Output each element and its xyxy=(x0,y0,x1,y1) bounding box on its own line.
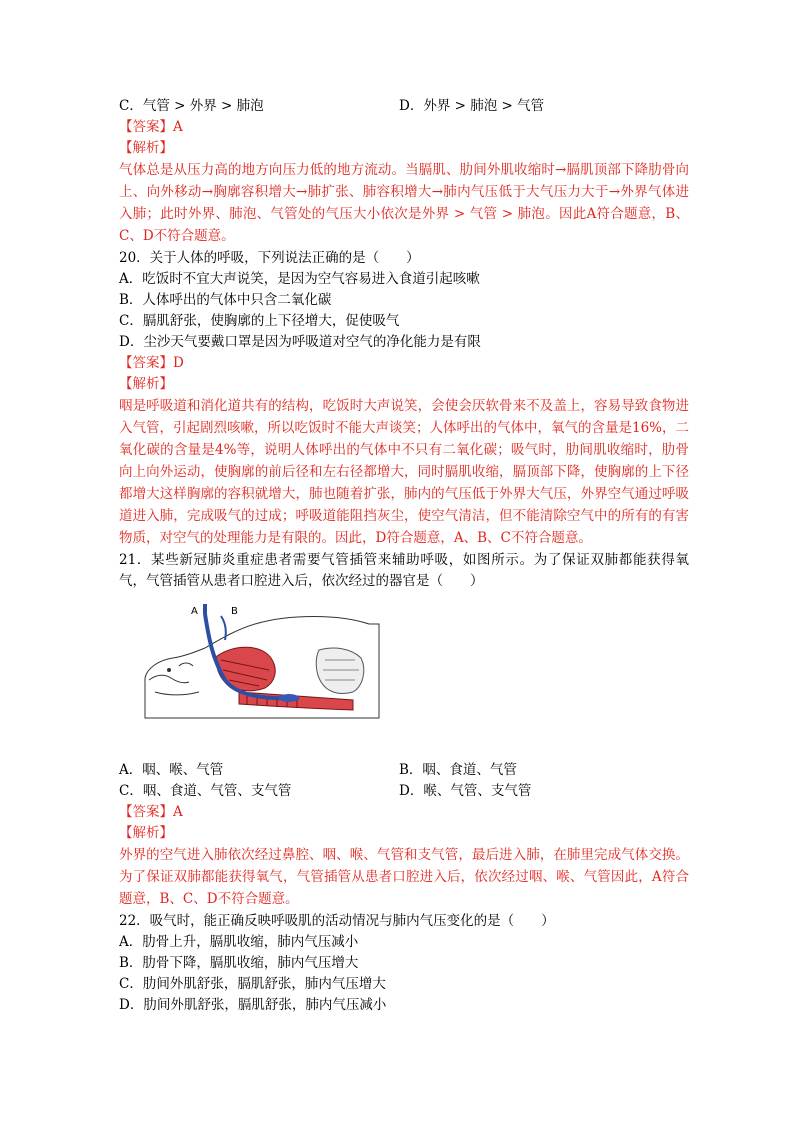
q19-option-d: D．外界 > 肺泡 > 气管 xyxy=(399,98,545,114)
q19-options-cd xyxy=(119,96,689,117)
q21-option-d: D．喉、气管、支气管 xyxy=(399,783,532,799)
answer-value: A xyxy=(173,804,183,820)
q21-analysis-label: 【解析】 xyxy=(119,825,173,841)
answer-label: 【答案】 xyxy=(119,355,173,371)
figure-label-a: A xyxy=(191,606,198,617)
answer-label: 【答案】 xyxy=(119,804,173,820)
q21-option-a: A．咽、喉、气管 xyxy=(119,762,224,778)
q20-option-c: C．膈肌舒张，使胸廓的上下径增大，促使吸气 xyxy=(119,313,400,329)
q22-option-c: C．肋间外肌舒张，膈肌舒张，肺内气压增大 xyxy=(119,976,386,992)
q20-stem: 20．关于人体的呼吸，下列说法正确的是（ ） xyxy=(119,250,420,266)
q20-analysis: 咽是呼吸道和消化道共有的结构，吃饭时大声说笑，会使会厌软骨来不及盖上，容易导致食物进入气管，引起剧烈咳嗽，所以吃饭时不能大声谈笑；人体呼出的气体中，氧气的含量是16%，二氧化碳的含量是4%等，说明人体呼出的气体中不只有二氧化碳；吸气时，肋间肌收缩时，肋骨向上向外运动，使胸廓的前后径和左右径都增大，同时膈肌收缩，膈顶部下降，使胸廓的上下径都增大这样胸廓的容积就增大，肺也随着扩张，肺内的气压低于外界大气压，外界空气通过呼吸道进入肺，完成吸气的过成；呼吸道能阻挡灰尘，使空气清洁，但不能清除空气中的所有的有害物质，对空气的处理能力是有限的。因此，D符合题意，A、B、C不符合题意。 xyxy=(119,398,690,546)
q22-option-b: B．肋骨下降，膈肌收缩，肺内气压增大 xyxy=(119,955,359,971)
q20-analysis-label: 【解析】 xyxy=(119,376,173,392)
intubation-figure xyxy=(139,600,389,730)
q20-option-a: A．吃饭时不宜大声说笑，是因为空气容易进入食道引起咳嗽 xyxy=(119,271,480,287)
q20-option-b: B．人体呼出的气体中只含二氧化碳 xyxy=(119,292,332,308)
q20-option-d: D．尘沙天气要戴口罩是因为呼吸道对空气的净化能力是有限 xyxy=(119,334,481,350)
document-page xyxy=(119,96,689,1016)
q22-option-a: A．肋骨上升，膈肌收缩，肺内气压减小 xyxy=(119,934,359,950)
intubation-diagram xyxy=(139,600,389,730)
q22-stem: 22．吸气时，能正确反映呼吸肌的活动情况与肺内气压变化的是（ ） xyxy=(119,913,555,929)
q22-option-d: D．肋间外肌舒张，膈肌舒张，肺内气压减小 xyxy=(119,997,387,1013)
answer-label: 【答案】 xyxy=(119,119,173,135)
figure-label-b: B xyxy=(231,606,238,617)
q19-answer xyxy=(119,117,689,138)
answer-value: D xyxy=(173,355,184,371)
q21-option-c: C．咽、食道、气管、支气管 xyxy=(119,783,292,799)
q21-options-ab xyxy=(119,760,689,781)
q21-answer xyxy=(119,802,689,823)
q21-analysis: 外界的空气进入肺依次经过鼻腔、咽、喉、气管和支气管，最后进入肺，在肺里完成气体交换。为了保证双肺都能获得氧气，气管插管从患者口腔进入后，依次经过咽、喉、气管因此，A符合题意，B、C、D不符合题意。 xyxy=(119,847,689,907)
q19-analysis: 气体总是从压力高的地方向压力低的地方流动。当膈肌、肋间外肌收缩时→膈肌顶部下降肋骨向上、向外移动→胸廓容积增大→肺扩张、肺容积增大→肺内气压低于大气压力大于→外界气体进入肺；此时外界、肺泡、气管处的气压大小依次是外界 > 气管 > 肺泡。因此A符合题意，B、C、D不符合题意。 xyxy=(119,162,689,244)
answer-value: A xyxy=(173,119,183,135)
q20-answer xyxy=(119,353,689,374)
q21-options-cd xyxy=(119,781,689,802)
q19-analysis-label: 【解析】 xyxy=(119,140,173,156)
q21-stem: 21．某些新冠肺炎重症患者需要气管插管来辅助呼吸，如图所示。为了保证双肺都能获得氧气，气管插管从患者口腔进入后，依次经过的器官是（ ） xyxy=(119,552,689,589)
q21-option-b: B．咽、食道、气管 xyxy=(399,762,517,778)
q19-option-c: C．气管 > 外界 > 肺泡 xyxy=(119,98,264,114)
